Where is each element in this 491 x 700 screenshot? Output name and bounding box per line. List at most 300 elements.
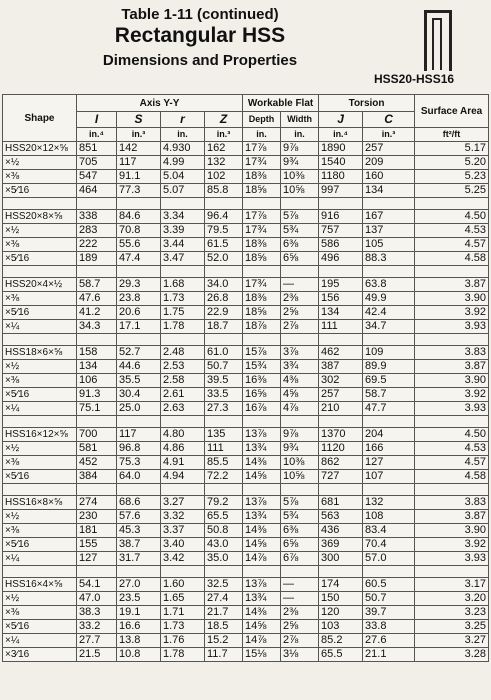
cell-Z: 11.7 (205, 648, 243, 662)
spacer-cell (77, 266, 117, 278)
spacer-cell (319, 334, 363, 346)
cell-r: 3.40 (161, 538, 205, 552)
col-J-header: J (319, 112, 363, 128)
cell-surf: 3.93 (415, 320, 489, 334)
spacer-cell (281, 198, 319, 210)
cell-width: 9¾ (281, 442, 319, 456)
table-row (3, 238, 489, 252)
spacer-cell (281, 266, 319, 278)
cell-C: 107 (363, 470, 415, 484)
spacer-cell (363, 198, 415, 210)
cell-width: 4⅜ (281, 374, 319, 388)
cell-J: 1370 (319, 428, 363, 442)
spacer-cell (77, 416, 117, 428)
cell-surf: 3.92 (415, 306, 489, 320)
cell-J: 210 (319, 402, 363, 416)
cell-J: 727 (319, 470, 363, 484)
cell-S: 64.0 (117, 470, 161, 484)
cell-width: 10⅝ (281, 184, 319, 198)
cell-shape: ×½ (3, 510, 77, 524)
cell-Z: 35.0 (205, 552, 243, 566)
cell-depth: 15¾ (243, 360, 281, 374)
cell-surf: 3.92 (415, 538, 489, 552)
cell-shape: HSS20×4×½ (3, 278, 77, 292)
cell-shape: ×5⁄16 (3, 252, 77, 266)
cell-surf: 3.83 (415, 496, 489, 510)
cell-shape: ×5⁄16 (3, 184, 77, 198)
cell-r: 1.76 (161, 634, 205, 648)
cell-r: 2.63 (161, 402, 205, 416)
cell-I: 38.3 (77, 606, 117, 620)
cell-surf: 4.50 (415, 210, 489, 224)
cell-r: 1.71 (161, 606, 205, 620)
cell-width: 10⅜ (281, 170, 319, 184)
spacer-cell (415, 334, 489, 346)
cell-J: 302 (319, 374, 363, 388)
cell-S: 31.7 (117, 552, 161, 566)
cell-Z: 72.2 (205, 470, 243, 484)
table-row (3, 388, 489, 402)
cell-shape: ×⅜ (3, 606, 77, 620)
cell-Z: 50.7 (205, 360, 243, 374)
cell-C: 204 (363, 428, 415, 442)
cell-Z: 15.2 (205, 634, 243, 648)
cell-Z: 85.8 (205, 184, 243, 198)
cell-I: 134 (77, 360, 117, 374)
cell-width: 3¾ (281, 360, 319, 374)
cell-r: 3.42 (161, 552, 205, 566)
table-row (3, 470, 489, 484)
cell-depth: 13¾ (243, 592, 281, 606)
cell-shape: HSS20×8×⅝ (3, 210, 77, 224)
cell-I: 33.2 (77, 620, 117, 634)
cell-I: 547 (77, 170, 117, 184)
group-spacer-row (3, 334, 489, 346)
cell-width: 9⅞ (281, 142, 319, 156)
cell-C: 108 (363, 510, 415, 524)
cell-shape: HSS16×8×⅝ (3, 496, 77, 510)
cell-C: 167 (363, 210, 415, 224)
cell-width: 5¾ (281, 510, 319, 524)
cell-C: 21.1 (363, 648, 415, 662)
unit-Z: in.³ (205, 128, 243, 142)
cell-Z: 102 (205, 170, 243, 184)
cell-I: 91.3 (77, 388, 117, 402)
cell-shape: ×⅜ (3, 524, 77, 538)
surface-area-header: Surface Area (415, 95, 489, 128)
cell-J: 369 (319, 538, 363, 552)
cell-r: 3.39 (161, 224, 205, 238)
table-row (3, 374, 489, 388)
cell-surf: 3.17 (415, 578, 489, 592)
col-I-header: I (77, 112, 117, 128)
cell-r: 1.60 (161, 578, 205, 592)
cell-depth: 18⅜ (243, 238, 281, 252)
table-row (3, 346, 489, 360)
col-width-header: Width (281, 112, 319, 128)
table-row (3, 538, 489, 552)
cell-surf: 4.57 (415, 238, 489, 252)
cell-Z: 39.5 (205, 374, 243, 388)
col-depth-header: Depth (243, 112, 281, 128)
spacer-cell (243, 198, 281, 210)
cell-depth: 18⅝ (243, 184, 281, 198)
cell-shape: ×5⁄16 (3, 388, 77, 402)
spacer-cell (281, 566, 319, 578)
cell-depth: 14⅞ (243, 552, 281, 566)
spacer-cell (3, 334, 77, 346)
cell-r: 3.27 (161, 496, 205, 510)
cell-J: 387 (319, 360, 363, 374)
cell-depth: 14⅝ (243, 470, 281, 484)
col-Z-header: Z (205, 112, 243, 128)
cell-r: 1.73 (161, 620, 205, 634)
cell-depth: 14⅞ (243, 634, 281, 648)
cell-S: 117 (117, 156, 161, 170)
cell-J: 1120 (319, 442, 363, 456)
spacer-cell (161, 198, 205, 210)
cell-I: 21.5 (77, 648, 117, 662)
cell-shape: ×¼ (3, 402, 77, 416)
cell-r: 1.78 (161, 320, 205, 334)
cell-width: 2⅜ (281, 292, 319, 306)
cell-S: 70.8 (117, 224, 161, 238)
cell-S: 75.3 (117, 456, 161, 470)
cell-J: 1890 (319, 142, 363, 156)
table-row (3, 278, 489, 292)
cell-depth: 13¾ (243, 442, 281, 456)
cell-J: 150 (319, 592, 363, 606)
spacer-cell (363, 416, 415, 428)
cell-shape: HSS18×6×⅝ (3, 346, 77, 360)
cell-surf: 4.53 (415, 442, 489, 456)
cell-surf: 4.58 (415, 470, 489, 484)
cell-r: 5.04 (161, 170, 205, 184)
spacer-cell (77, 334, 117, 346)
cell-S: 17.1 (117, 320, 161, 334)
cell-S: 55.6 (117, 238, 161, 252)
cell-Z: 61.5 (205, 238, 243, 252)
cell-r: 1.75 (161, 306, 205, 320)
cell-C: 166 (363, 442, 415, 456)
spacer-cell (319, 484, 363, 496)
cell-J: 85.2 (319, 634, 363, 648)
spacer-cell (3, 266, 77, 278)
cell-S: 117 (117, 428, 161, 442)
table-row (3, 142, 489, 156)
cell-width: 6⅜ (281, 524, 319, 538)
cell-shape: ×½ (3, 442, 77, 456)
cell-S: 16.6 (117, 620, 161, 634)
cell-Z: 52.0 (205, 252, 243, 266)
cell-depth: 14⅝ (243, 620, 281, 634)
cell-I: 283 (77, 224, 117, 238)
cell-I: 58.7 (77, 278, 117, 292)
spacer-cell (363, 566, 415, 578)
cell-Z: 61.0 (205, 346, 243, 360)
cell-J: 997 (319, 184, 363, 198)
col-r-header: r (161, 112, 205, 128)
cell-depth: 13⅞ (243, 428, 281, 442)
cell-S: 29.3 (117, 278, 161, 292)
cell-depth: 18⅜ (243, 292, 281, 306)
cell-J: 195 (319, 278, 363, 292)
cell-J: 300 (319, 552, 363, 566)
cell-depth: 14⅝ (243, 538, 281, 552)
cell-surf: 3.90 (415, 292, 489, 306)
cell-J: 111 (319, 320, 363, 334)
cell-width: — (281, 578, 319, 592)
cell-C: 58.7 (363, 388, 415, 402)
table-row (3, 606, 489, 620)
cell-shape: ×3⁄16 (3, 648, 77, 662)
cell-J: 134 (319, 306, 363, 320)
unit-surface: ft²/ft (415, 128, 489, 142)
cell-width: 9¾ (281, 156, 319, 170)
spacer-cell (281, 484, 319, 496)
unit-J: in.⁴ (319, 128, 363, 142)
cell-S: 44.6 (117, 360, 161, 374)
cell-J: 257 (319, 388, 363, 402)
cell-S: 38.7 (117, 538, 161, 552)
cell-shape: HSS20×12×⅝ (3, 142, 77, 156)
table-row (3, 456, 489, 470)
cell-S: 30.4 (117, 388, 161, 402)
spacer-cell (3, 198, 77, 210)
unit-r: in. (161, 128, 205, 142)
cell-r: 3.44 (161, 238, 205, 252)
cell-width: 10⅝ (281, 470, 319, 484)
cell-surf: 3.92 (415, 388, 489, 402)
spacer-cell (205, 198, 243, 210)
cell-S: 52.7 (117, 346, 161, 360)
cell-S: 23.8 (117, 292, 161, 306)
spacer-cell (319, 416, 363, 428)
cell-surf: 4.58 (415, 252, 489, 266)
table-row (3, 306, 489, 320)
cell-shape: HSS16×12×⅝ (3, 428, 77, 442)
cell-depth: 13¾ (243, 510, 281, 524)
cell-C: 50.7 (363, 592, 415, 606)
table-row (3, 210, 489, 224)
cell-r: 4.91 (161, 456, 205, 470)
cell-J: 1540 (319, 156, 363, 170)
table-row (3, 634, 489, 648)
spacer-cell (319, 198, 363, 210)
cell-I: 34.3 (77, 320, 117, 334)
cell-I: 106 (77, 374, 117, 388)
cell-surf: 3.28 (415, 648, 489, 662)
spacer-cell (161, 484, 205, 496)
spacer-cell (117, 334, 161, 346)
spacer-cell (319, 266, 363, 278)
cell-shape: ×½ (3, 224, 77, 238)
table-row (3, 252, 489, 266)
cell-width: 4⅝ (281, 388, 319, 402)
spacer-cell (161, 566, 205, 578)
cell-shape: HSS16×4×⅝ (3, 578, 77, 592)
cell-r: 1.68 (161, 278, 205, 292)
cell-S: 84.6 (117, 210, 161, 224)
table-row (3, 320, 489, 334)
cell-shape: ×¼ (3, 634, 77, 648)
cell-C: 57.0 (363, 552, 415, 566)
cell-I: 700 (77, 428, 117, 442)
cell-shape: ×⅜ (3, 374, 77, 388)
cell-depth: 16⅞ (243, 402, 281, 416)
cell-C: 257 (363, 142, 415, 156)
cell-shape: ×½ (3, 592, 77, 606)
table-row (3, 648, 489, 662)
cell-r: 4.930 (161, 142, 205, 156)
cell-S: 25.0 (117, 402, 161, 416)
cell-S: 20.6 (117, 306, 161, 320)
cell-r: 3.32 (161, 510, 205, 524)
cell-width: — (281, 592, 319, 606)
cell-surf: 4.57 (415, 456, 489, 470)
cell-r: 4.94 (161, 470, 205, 484)
header-group-row (3, 95, 489, 112)
cell-J: 174 (319, 578, 363, 592)
cell-Z: 22.9 (205, 306, 243, 320)
table-subtitle: Dimensions and Properties (102, 52, 298, 69)
cell-Z: 96.4 (205, 210, 243, 224)
cell-J: 65.5 (319, 648, 363, 662)
cell-C: 105 (363, 238, 415, 252)
cell-C: 49.9 (363, 292, 415, 306)
group-spacer-row (3, 416, 489, 428)
spacer-cell (117, 566, 161, 578)
cell-surf: 3.87 (415, 278, 489, 292)
cell-depth: 14⅜ (243, 524, 281, 538)
cell-surf: 3.83 (415, 346, 489, 360)
spacer-cell (243, 334, 281, 346)
cell-shape: ×½ (3, 156, 77, 170)
cell-width: 2⅜ (281, 606, 319, 620)
cell-surf: 5.23 (415, 170, 489, 184)
cell-r: 1.65 (161, 592, 205, 606)
cell-S: 23.5 (117, 592, 161, 606)
unit-I: in.⁴ (77, 128, 117, 142)
cell-surf: 3.90 (415, 374, 489, 388)
cell-r: 2.61 (161, 388, 205, 402)
cell-width: 2⅝ (281, 306, 319, 320)
cell-shape: ×5⁄16 (3, 538, 77, 552)
table-row (3, 402, 489, 416)
properties-table (2, 94, 489, 662)
cell-shape: ×5⁄16 (3, 306, 77, 320)
cell-S: 91.1 (117, 170, 161, 184)
cell-surf: 3.87 (415, 360, 489, 374)
cell-Z: 50.8 (205, 524, 243, 538)
cell-width: — (281, 278, 319, 292)
cell-Z: 34.0 (205, 278, 243, 292)
cell-Z: 26.8 (205, 292, 243, 306)
cell-surf: 3.23 (415, 606, 489, 620)
cell-Z: 79.2 (205, 496, 243, 510)
cell-surf: 5.17 (415, 142, 489, 156)
table-row (3, 184, 489, 198)
cell-r: 1.73 (161, 292, 205, 306)
cell-C: 42.4 (363, 306, 415, 320)
spacer-cell (243, 416, 281, 428)
cell-width: 10⅜ (281, 456, 319, 470)
spacer-cell (117, 484, 161, 496)
cell-I: 181 (77, 524, 117, 538)
cell-Z: 135 (205, 428, 243, 442)
cell-I: 705 (77, 156, 117, 170)
cell-depth: 13⅞ (243, 578, 281, 592)
spacer-cell (415, 416, 489, 428)
cell-C: 89.9 (363, 360, 415, 374)
table-row (3, 428, 489, 442)
cell-J: 681 (319, 496, 363, 510)
cell-C: 83.4 (363, 524, 415, 538)
cell-r: 2.58 (161, 374, 205, 388)
cell-surf: 4.53 (415, 224, 489, 238)
table-row (3, 292, 489, 306)
spacer-cell (363, 334, 415, 346)
cell-r: 4.80 (161, 428, 205, 442)
spacer-cell (205, 484, 243, 496)
cell-r: 3.37 (161, 524, 205, 538)
cell-r: 2.48 (161, 346, 205, 360)
cell-shape: ×¼ (3, 320, 77, 334)
cell-width: 5⅞ (281, 496, 319, 510)
cell-C: 109 (363, 346, 415, 360)
cell-S: 13.8 (117, 634, 161, 648)
cell-Z: 79.5 (205, 224, 243, 238)
cell-depth: 16⅜ (243, 374, 281, 388)
cell-r: 2.53 (161, 360, 205, 374)
cell-S: 68.6 (117, 496, 161, 510)
spacer-cell (205, 566, 243, 578)
cell-S: 47.4 (117, 252, 161, 266)
cell-shape: ×5⁄16 (3, 470, 77, 484)
cell-I: 54.1 (77, 578, 117, 592)
cell-shape: ×⅜ (3, 456, 77, 470)
cell-I: 384 (77, 470, 117, 484)
cell-I: 464 (77, 184, 117, 198)
unit-S: in.³ (117, 128, 161, 142)
spacer-cell (3, 566, 77, 578)
cell-width: 2⅝ (281, 620, 319, 634)
cell-Z: 132 (205, 156, 243, 170)
cell-C: 70.4 (363, 538, 415, 552)
cell-I: 274 (77, 496, 117, 510)
spacer-cell (205, 266, 243, 278)
cell-shape: ×½ (3, 360, 77, 374)
group-spacer-row (3, 484, 489, 496)
cell-width: 2⅞ (281, 320, 319, 334)
unit-width: in. (281, 128, 319, 142)
cell-shape: ×⅜ (3, 292, 77, 306)
cell-r: 3.47 (161, 252, 205, 266)
cell-r: 5.07 (161, 184, 205, 198)
cell-C: 134 (363, 184, 415, 198)
cell-depth: 14⅜ (243, 606, 281, 620)
table-body (3, 142, 489, 662)
spacer-cell (415, 198, 489, 210)
cell-Z: 21.7 (205, 606, 243, 620)
cell-S: 96.8 (117, 442, 161, 456)
cell-surf: 3.93 (415, 552, 489, 566)
cell-depth: 18⅝ (243, 252, 281, 266)
cell-S: 45.3 (117, 524, 161, 538)
cell-width: 4⅞ (281, 402, 319, 416)
hss-section-sketch-inner (432, 18, 442, 70)
series-range-label: HSS20-HSS16 (374, 72, 455, 86)
